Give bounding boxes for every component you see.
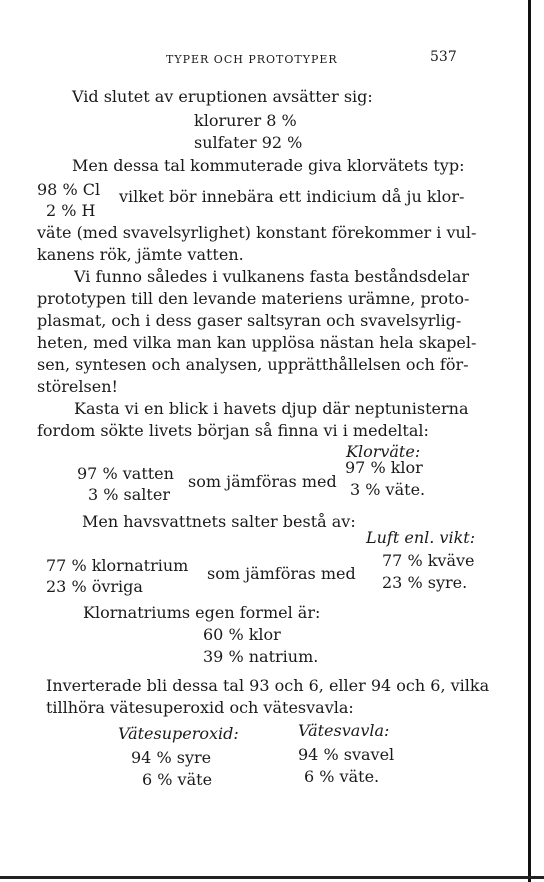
text-line: Men havsvattnets salter bestå av: bbox=[82, 512, 356, 531]
column-left-heading: Vätesuperoxid: bbox=[118, 724, 239, 743]
comparison-right-bottom: 23 % syre. bbox=[382, 573, 468, 592]
comparison-right-bottom: 3 % väte. bbox=[350, 480, 426, 499]
text-line: kanens rök, jämte vatten. bbox=[37, 245, 244, 264]
text-line: 60 % klor bbox=[203, 625, 281, 644]
comparison-right-top: 77 % kväve bbox=[382, 551, 475, 570]
text-line: heten, med vilka man kan upplösa nästan hela skapel- bbox=[37, 333, 477, 352]
page-edge-bottom bbox=[0, 876, 544, 879]
comparison-left-top: 77 % klornatrium bbox=[46, 556, 189, 575]
column-right-heading: Vätesvavla: bbox=[298, 721, 390, 740]
text-line: prototypen till den levande materiens urämne, proto- bbox=[37, 289, 470, 308]
comparison-middle: som jämföras med bbox=[207, 564, 356, 583]
running-title: TYPER OCH PROTOTYPER bbox=[166, 53, 338, 66]
text-line: Inverterade bli dessa tal 93 och 6, eller 94 och 6, vilka bbox=[46, 676, 490, 695]
column-right-row: 6 % väte. bbox=[304, 767, 380, 786]
column-left-row: 6 % väte bbox=[142, 770, 213, 789]
column-left-row: 94 % syre bbox=[131, 748, 212, 767]
text-line: väte (med svavelsyrlighet) konstant förekommer i vul- bbox=[37, 223, 477, 242]
klorvate-heading: Klorväte: bbox=[346, 442, 421, 461]
comparison-left-bottom: 3 % salter bbox=[88, 485, 170, 504]
text-line: 39 % natrium. bbox=[203, 647, 319, 666]
comparison-middle: som jämföras med bbox=[188, 472, 337, 491]
page-number: 537 bbox=[430, 49, 457, 65]
text-line: Men dessa tal kommuterade giva klorvätets typ: bbox=[72, 156, 465, 175]
text-line: sen, syntesen och analysen, upprätthållelsen och för- bbox=[37, 355, 469, 374]
text-line: sulfater 92 % bbox=[194, 133, 303, 152]
comparison-left-bottom: 23 % övriga bbox=[46, 577, 143, 596]
luft-heading: Luft enl. vikt: bbox=[366, 528, 476, 547]
text-line: plasmat, och i dess gaser saltsyran och svavelsyrlig- bbox=[37, 311, 462, 330]
text-line: fordom sökte livets början så finna vi i medeltal: bbox=[37, 421, 429, 440]
column-right-row: 94 % svavel bbox=[298, 745, 395, 764]
text-line: Vi funno således i vulkanens fasta beståndsdelar bbox=[74, 267, 470, 286]
comparison-right-top: 97 % klor bbox=[345, 458, 423, 477]
fraction-numerator: 98 % Cl bbox=[37, 180, 101, 199]
page-edge-right bbox=[528, 0, 531, 882]
text-line: klorurer 8 % bbox=[194, 111, 297, 130]
text-line: Kasta vi en blick i havets djup där neptunisterna bbox=[74, 399, 469, 418]
text-line: Klornatriums egen formel är: bbox=[83, 603, 321, 622]
comparison-left-top: 97 % vatten bbox=[77, 464, 174, 483]
text-line: störelsen! bbox=[37, 377, 118, 396]
text-line: vilket bör innebära ett indicium då ju klor- bbox=[119, 187, 465, 206]
fraction-denominator: 2 % H bbox=[46, 201, 96, 220]
text-line: Vid slutet av eruptionen avsätter sig: bbox=[72, 87, 373, 106]
text-line: tillhöra vätesuperoxid och vätesvavla: bbox=[46, 698, 354, 717]
